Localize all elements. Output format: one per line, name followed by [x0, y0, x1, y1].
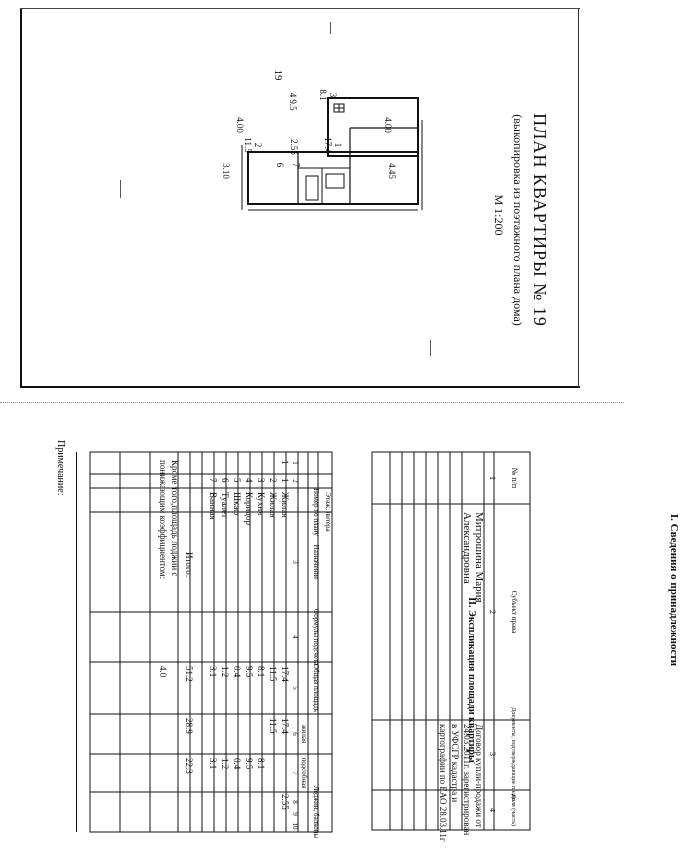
s2-row6-purpose: Туалет: [220, 492, 230, 518]
s2-row4-room: 4: [244, 478, 254, 483]
section2-table: [90, 452, 332, 839]
s2-row1-purpose: Жилая: [280, 492, 290, 518]
s2-colnum-4: 4: [291, 635, 299, 639]
s2-total-label: Итого:: [184, 552, 194, 578]
room-label-3: 3: [328, 92, 338, 98]
s2-extra-total: 4.0: [158, 666, 168, 678]
plan-upper-wall: [328, 98, 418, 156]
s2-row5-total: 0.4: [232, 666, 242, 678]
s1-colnum-1: 1: [488, 476, 497, 480]
s2-header-total: Общая площадь: [312, 663, 320, 713]
s2-header-loggia: Лоджии, балконы: [312, 785, 320, 839]
s2-colnum-5: 5: [291, 686, 299, 690]
room-label-7: 7: [291, 162, 301, 168]
s1-header-num: № п/п: [510, 467, 519, 489]
room-label-4: 4: [288, 92, 298, 98]
s2-colnum-8: 8: [291, 800, 299, 804]
s2-extra-label1: Кроме того,площадь лоджии с: [170, 460, 180, 577]
s2-colnum-6: 6: [291, 732, 299, 736]
s1-header-subject: Субъект права: [510, 590, 518, 634]
s2-row4-purpose: Коридор: [244, 492, 254, 525]
s1-colnum-3: 3: [488, 752, 497, 756]
s2-row1-living: 17.4: [280, 718, 290, 734]
s2-total-living: 28.9: [184, 718, 194, 734]
s2-row5-aux: 0.4: [232, 758, 242, 770]
page-separator: [0, 402, 624, 403]
room-area-2: 11.5: [243, 137, 253, 153]
s2-row5-purpose: Шкаф: [232, 492, 242, 516]
s2-row3-purpose: Кухня: [256, 492, 266, 516]
s2-header-purpose: Назначение: [312, 544, 320, 580]
s1-header-documents: Документы, подтверждающие право: [510, 707, 516, 801]
room-area-1: 17.4: [323, 137, 333, 153]
s2-extra-label2: понижающим коэффициентом:: [158, 460, 168, 580]
s2-row6-room: 6: [220, 478, 230, 483]
s2-row4-aux: 9.5: [244, 758, 254, 770]
section1-title: I. Сведения о принадлежности: [668, 513, 680, 667]
s1-header-share: Доля (часть): [510, 794, 516, 826]
s2-colnum-2: 2: [291, 479, 299, 483]
s2-row1-total: 17.4: [280, 666, 290, 682]
dash-line-left: [120, 180, 121, 198]
s1-colnum-2: 2: [488, 610, 497, 614]
floor-plan-drawing: [221, 69, 430, 220]
s2-row3-room: 3: [256, 478, 266, 483]
s2-colnum-3: 3: [291, 560, 299, 564]
s2-row7-purpose: Ванная: [208, 492, 218, 520]
s2-header-floor: Этаж, литера: [324, 492, 332, 532]
s2-row5-room: 5: [232, 478, 242, 483]
dim-400-right: 4.00: [383, 117, 393, 133]
section1-table: [372, 452, 530, 842]
dash-line-bottom: [430, 340, 431, 356]
s2-colnum-10: 10: [291, 822, 299, 830]
room-label-2: 2: [253, 142, 263, 148]
s2-row1-floor: 1: [280, 460, 290, 465]
s1-doc-line-3: в УФСГР кадастра и: [450, 724, 460, 803]
s2-header-formula: Формулы подсчета: [312, 608, 320, 666]
room-area-3: 8.1: [318, 89, 328, 101]
dim-255: 2.55: [289, 139, 299, 155]
s2-header-living: жилая: [300, 724, 308, 744]
s2-colnum-7: 7: [291, 771, 299, 775]
s2-row1-room: 1: [280, 478, 290, 483]
s2-colnum-9: 9: [291, 812, 299, 816]
s2-row3-total: 8.1: [256, 666, 266, 678]
dash-line-mid: [330, 22, 331, 34]
frame-top-line: [20, 8, 580, 9]
s2-row2-total: 11.5: [268, 666, 278, 682]
s1-doc-line-4: картографии по ЕАО 28.03.11г: [438, 724, 448, 842]
note-label: Примечание:: [55, 440, 66, 496]
room-label-1: 1: [333, 142, 343, 148]
note-line: [76, 452, 77, 832]
s1-doc-line-1: Договор купли-продажи от: [474, 724, 484, 828]
s1-colnum-4: 4: [488, 808, 497, 812]
s2-colnum-1: 1: [291, 461, 299, 465]
s2-row7-total: 3.1: [208, 666, 218, 678]
room-area-4: 9.5: [288, 99, 298, 111]
s1-owner-name: Митрошина Мария: [473, 512, 485, 603]
dim-445: 4.45: [387, 163, 397, 179]
section2-title: II. Экспликация площади квартиры: [466, 597, 477, 763]
s2-row7-aux: 3.1: [208, 758, 218, 770]
s1-owner-patronymic: Александровна: [461, 512, 473, 584]
s2-row2-living: 11.5: [268, 718, 278, 734]
plan-scale: М 1:200: [492, 194, 506, 236]
s2-row2-purpose: Жилая: [268, 492, 278, 518]
plan-subtitle: (выкопировка из поэтажного плана дома): [511, 114, 525, 326]
s2-row7-room: 7: [208, 478, 218, 483]
s2-row1-height: 2.55: [280, 794, 290, 810]
s1-doc-line-2: 24.03.2011г. зарегистрирован: [462, 724, 472, 836]
plan-apt-number: 19: [272, 69, 284, 81]
s2-row6-total: 1.2: [220, 666, 230, 678]
plan-title: ПЛАН КВАРТИРЫ № 19: [530, 113, 550, 327]
s2-header-aux: подсобная: [300, 757, 308, 789]
s2-row3-aux: 8.1: [256, 758, 266, 770]
s2-total-aux: 22.3: [184, 758, 194, 774]
room-label-6: 6: [275, 162, 285, 168]
dim-310: 3.10: [221, 163, 231, 179]
frame-right-line: [578, 8, 579, 388]
dim-400-top: 4.00: [235, 117, 245, 133]
s2-header-room: Номер по плану: [312, 488, 320, 536]
s2-total-area: 51.2: [184, 666, 194, 682]
s2-row6-aux: 1.2: [220, 758, 230, 770]
s2-row2-room: 2: [268, 478, 278, 483]
s2-row4-total: 9.5: [244, 666, 254, 678]
